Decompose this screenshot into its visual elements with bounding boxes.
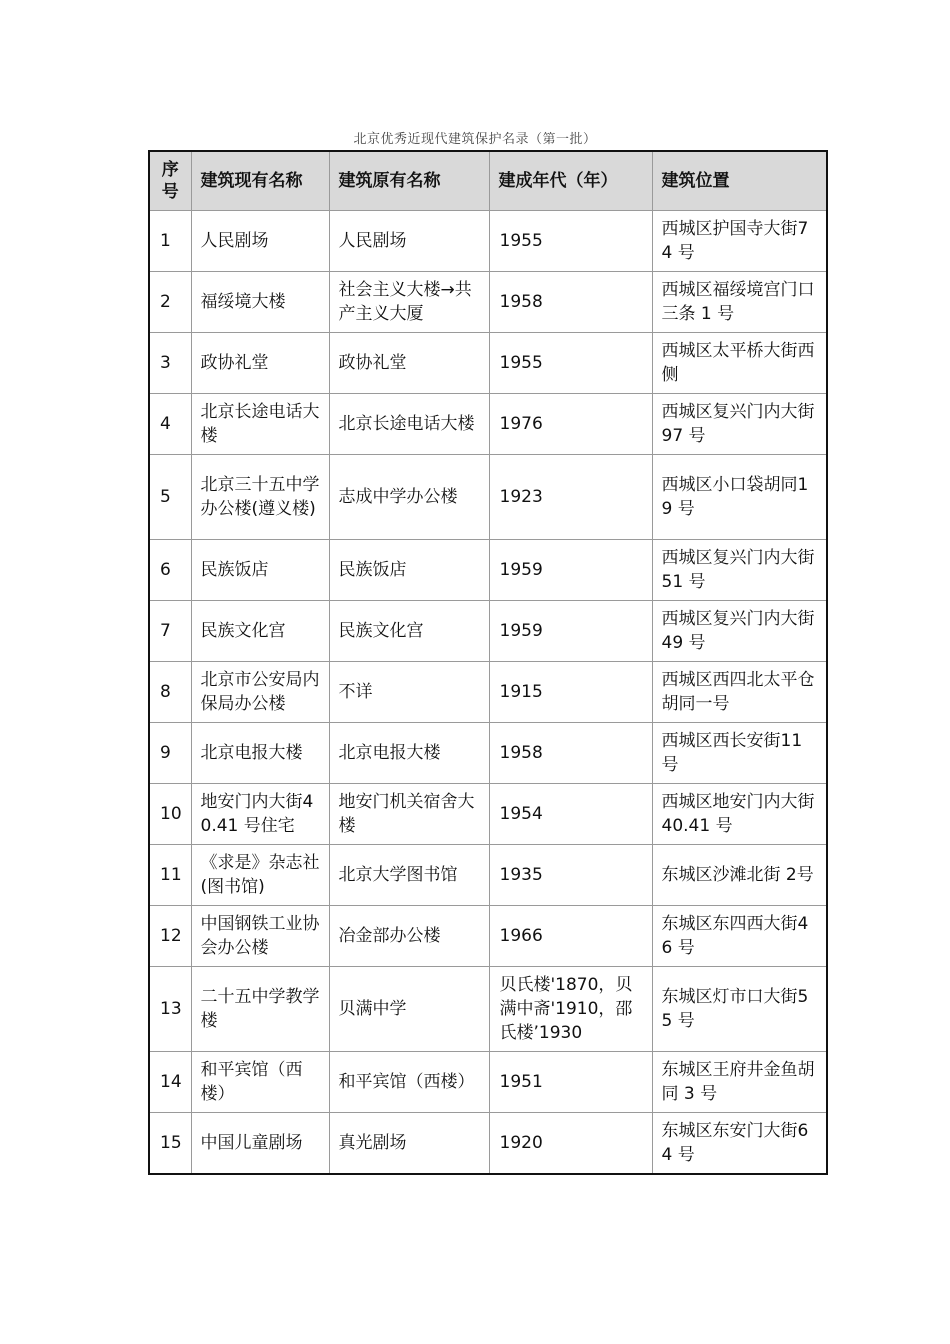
cell-original-name: 社会主义大楼→共产主义大厦 xyxy=(329,272,489,333)
cell-current-name: 人民剧场 xyxy=(191,211,329,272)
cell-build-year: 1915 xyxy=(489,662,652,723)
heritage-building-table xyxy=(148,150,828,1175)
cell-current-name: 民族饭店 xyxy=(191,540,329,601)
cell-location: 西城区地安门内大街 40.41 号 xyxy=(652,784,827,845)
header-build-year: 建成年代（年） xyxy=(489,151,652,211)
cell-current-name: 福绥境大楼 xyxy=(191,272,329,333)
cell-build-year: 1954 xyxy=(489,784,652,845)
table-row xyxy=(149,394,827,455)
cell-build-year: 1935 xyxy=(489,845,652,906)
cell-current-name: 政协礼堂 xyxy=(191,333,329,394)
table-row xyxy=(149,967,827,1052)
cell-build-year: 1920 xyxy=(489,1113,652,1175)
cell-location: 西城区复兴门内大街 51 号 xyxy=(652,540,827,601)
table-row xyxy=(149,784,827,845)
table-row xyxy=(149,662,827,723)
table-header-row xyxy=(149,151,827,211)
cell-current-name: 二十五中学教学楼 xyxy=(191,967,329,1052)
cell-original-name: 冶金部办公楼 xyxy=(329,906,489,967)
cell-location: 西城区西长安街11 号 xyxy=(652,723,827,784)
table-row xyxy=(149,1052,827,1113)
cell-serial-number: 9 xyxy=(149,723,191,784)
cell-original-name: 不详 xyxy=(329,662,489,723)
header-original-name: 建筑原有名称 xyxy=(329,151,489,211)
cell-build-year: 1966 xyxy=(489,906,652,967)
cell-current-name: 《求是》杂志社(图书馆) xyxy=(191,845,329,906)
cell-location: 西城区太平桥大街西侧 xyxy=(652,333,827,394)
cell-original-name: 志成中学办公楼 xyxy=(329,455,489,540)
cell-location: 西城区复兴门内大街 97 号 xyxy=(652,394,827,455)
cell-build-year: 1959 xyxy=(489,540,652,601)
cell-build-year: 1958 xyxy=(489,723,652,784)
cell-location: 西城区复兴门内大街 49 号 xyxy=(652,601,827,662)
cell-build-year: 1959 xyxy=(489,601,652,662)
cell-serial-number: 14 xyxy=(149,1052,191,1113)
cell-serial-number: 4 xyxy=(149,394,191,455)
cell-location: 东城区东安门大街64 号 xyxy=(652,1113,827,1175)
cell-original-name: 贝满中学 xyxy=(329,967,489,1052)
table-row xyxy=(149,1113,827,1175)
cell-location: 东城区东四西大街46 号 xyxy=(652,906,827,967)
cell-build-year: 1923 xyxy=(489,455,652,540)
cell-current-name: 地安门内大街40.41 号住宅 xyxy=(191,784,329,845)
cell-serial-number: 15 xyxy=(149,1113,191,1175)
table-row xyxy=(149,601,827,662)
cell-location: 东城区沙滩北街 2号 xyxy=(652,845,827,906)
cell-serial-number: 13 xyxy=(149,967,191,1052)
cell-current-name: 北京三十五中学办公楼(遵义楼) xyxy=(191,455,329,540)
cell-build-year: 贝氏楼'1870，贝满中斋'1910，邵氏楼’1930 xyxy=(489,967,652,1052)
cell-original-name: 人民剧场 xyxy=(329,211,489,272)
cell-serial-number: 2 xyxy=(149,272,191,333)
cell-serial-number: 5 xyxy=(149,455,191,540)
cell-serial-number: 10 xyxy=(149,784,191,845)
cell-build-year: 1955 xyxy=(489,333,652,394)
header-location: 建筑位置 xyxy=(652,151,827,211)
cell-serial-number: 7 xyxy=(149,601,191,662)
cell-current-name: 北京电报大楼 xyxy=(191,723,329,784)
cell-original-name: 地安门机关宿舍大楼 xyxy=(329,784,489,845)
cell-current-name: 中国儿童剧场 xyxy=(191,1113,329,1175)
cell-serial-number: 3 xyxy=(149,333,191,394)
cell-location: 东城区灯市口大街55 号 xyxy=(652,967,827,1052)
cell-location: 西城区西四北太平仓胡同一号 xyxy=(652,662,827,723)
cell-original-name: 真光剧场 xyxy=(329,1113,489,1175)
table-row xyxy=(149,723,827,784)
cell-build-year: 1976 xyxy=(489,394,652,455)
cell-original-name: 北京电报大楼 xyxy=(329,723,489,784)
cell-original-name: 政协礼堂 xyxy=(329,333,489,394)
cell-location: 西城区小口袋胡同19 号 xyxy=(652,455,827,540)
cell-current-name: 民族文化宫 xyxy=(191,601,329,662)
cell-current-name: 北京市公安局内保局办公楼 xyxy=(191,662,329,723)
cell-serial-number: 1 xyxy=(149,211,191,272)
cell-serial-number: 12 xyxy=(149,906,191,967)
cell-location: 西城区护国寺大街74 号 xyxy=(652,211,827,272)
cell-location: 东城区王府井金鱼胡同 3 号 xyxy=(652,1052,827,1113)
cell-current-name: 和平宾馆（西楼） xyxy=(191,1052,329,1113)
table-row xyxy=(149,540,827,601)
header-serial-number: 序号 xyxy=(149,151,191,211)
cell-current-name: 北京长途电话大楼 xyxy=(191,394,329,455)
cell-build-year: 1958 xyxy=(489,272,652,333)
cell-serial-number: 11 xyxy=(149,845,191,906)
table-row xyxy=(149,845,827,906)
table-row xyxy=(149,333,827,394)
cell-build-year: 1951 xyxy=(489,1052,652,1113)
header-current-name: 建筑现有名称 xyxy=(191,151,329,211)
cell-serial-number: 6 xyxy=(149,540,191,601)
table-row xyxy=(149,455,827,540)
table-row xyxy=(149,906,827,967)
document-title: 北京优秀近现代建筑保护名录（第一批） xyxy=(353,132,597,147)
cell-original-name: 民族文化宫 xyxy=(329,601,489,662)
cell-current-name: 中国钢铁工业协会办公楼 xyxy=(191,906,329,967)
cell-location: 西城区福绥境宫门口三条 1 号 xyxy=(652,272,827,333)
table-row xyxy=(149,211,827,272)
cell-original-name: 民族饭店 xyxy=(329,540,489,601)
cell-build-year: 1955 xyxy=(489,211,652,272)
table-row xyxy=(149,272,827,333)
cell-original-name: 北京大学图书馆 xyxy=(329,845,489,906)
cell-original-name: 和平宾馆（西楼） xyxy=(329,1052,489,1113)
cell-serial-number: 8 xyxy=(149,662,191,723)
cell-original-name: 北京长途电话大楼 xyxy=(329,394,489,455)
